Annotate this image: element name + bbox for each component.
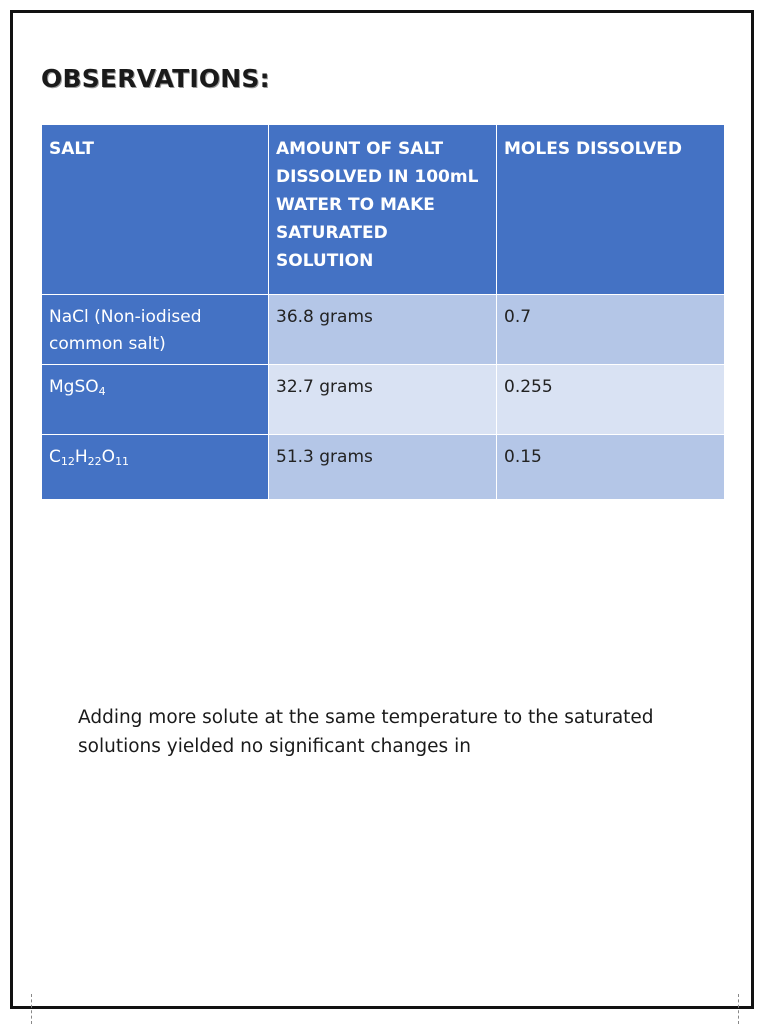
table-row [42, 365, 725, 435]
amount-cell: 36.8 grams [269, 295, 497, 365]
formula-subscript: 22 [87, 455, 102, 468]
header-amount: AMOUNT OF SALT DISSOLVED IN 100mL WATER TO MAKE SATURATED SOLUTION [269, 125, 497, 295]
moles-cell: 0.7 [497, 295, 725, 365]
amount-cell: 32.7 grams [269, 365, 497, 435]
amount-cell: 51.3 grams [269, 435, 497, 500]
table-row [42, 295, 725, 365]
formula-text: MgSO [49, 377, 99, 397]
formula-subscript: 12 [60, 455, 75, 468]
header-moles: MOLES DISSOLVED [497, 125, 725, 295]
formula-text: H [74, 447, 88, 467]
page-title: OBSERVATIONS: [41, 64, 270, 93]
crop-mark-right [738, 994, 739, 1024]
observation-note: Adding more solute at the same temperature to the saturated solutions yielded no significant changes in [78, 707, 654, 757]
formula-subscript: 4 [98, 385, 106, 398]
crop-mark-left [31, 994, 32, 1024]
formula-subscript: 11 [115, 455, 130, 468]
salt-cell [42, 435, 269, 500]
table-row [42, 435, 725, 500]
salt-cell [42, 365, 269, 435]
moles-cell: 0.15 [497, 435, 725, 500]
moles-cell: 0.255 [497, 365, 725, 435]
salt-cell: NaCl (Non-iodised common salt) [42, 295, 269, 365]
header-salt: SALT [42, 125, 269, 295]
formula-text: O [101, 447, 116, 467]
observations-table [41, 124, 725, 500]
table-header-row [42, 125, 725, 295]
formula-text: C [49, 447, 61, 467]
